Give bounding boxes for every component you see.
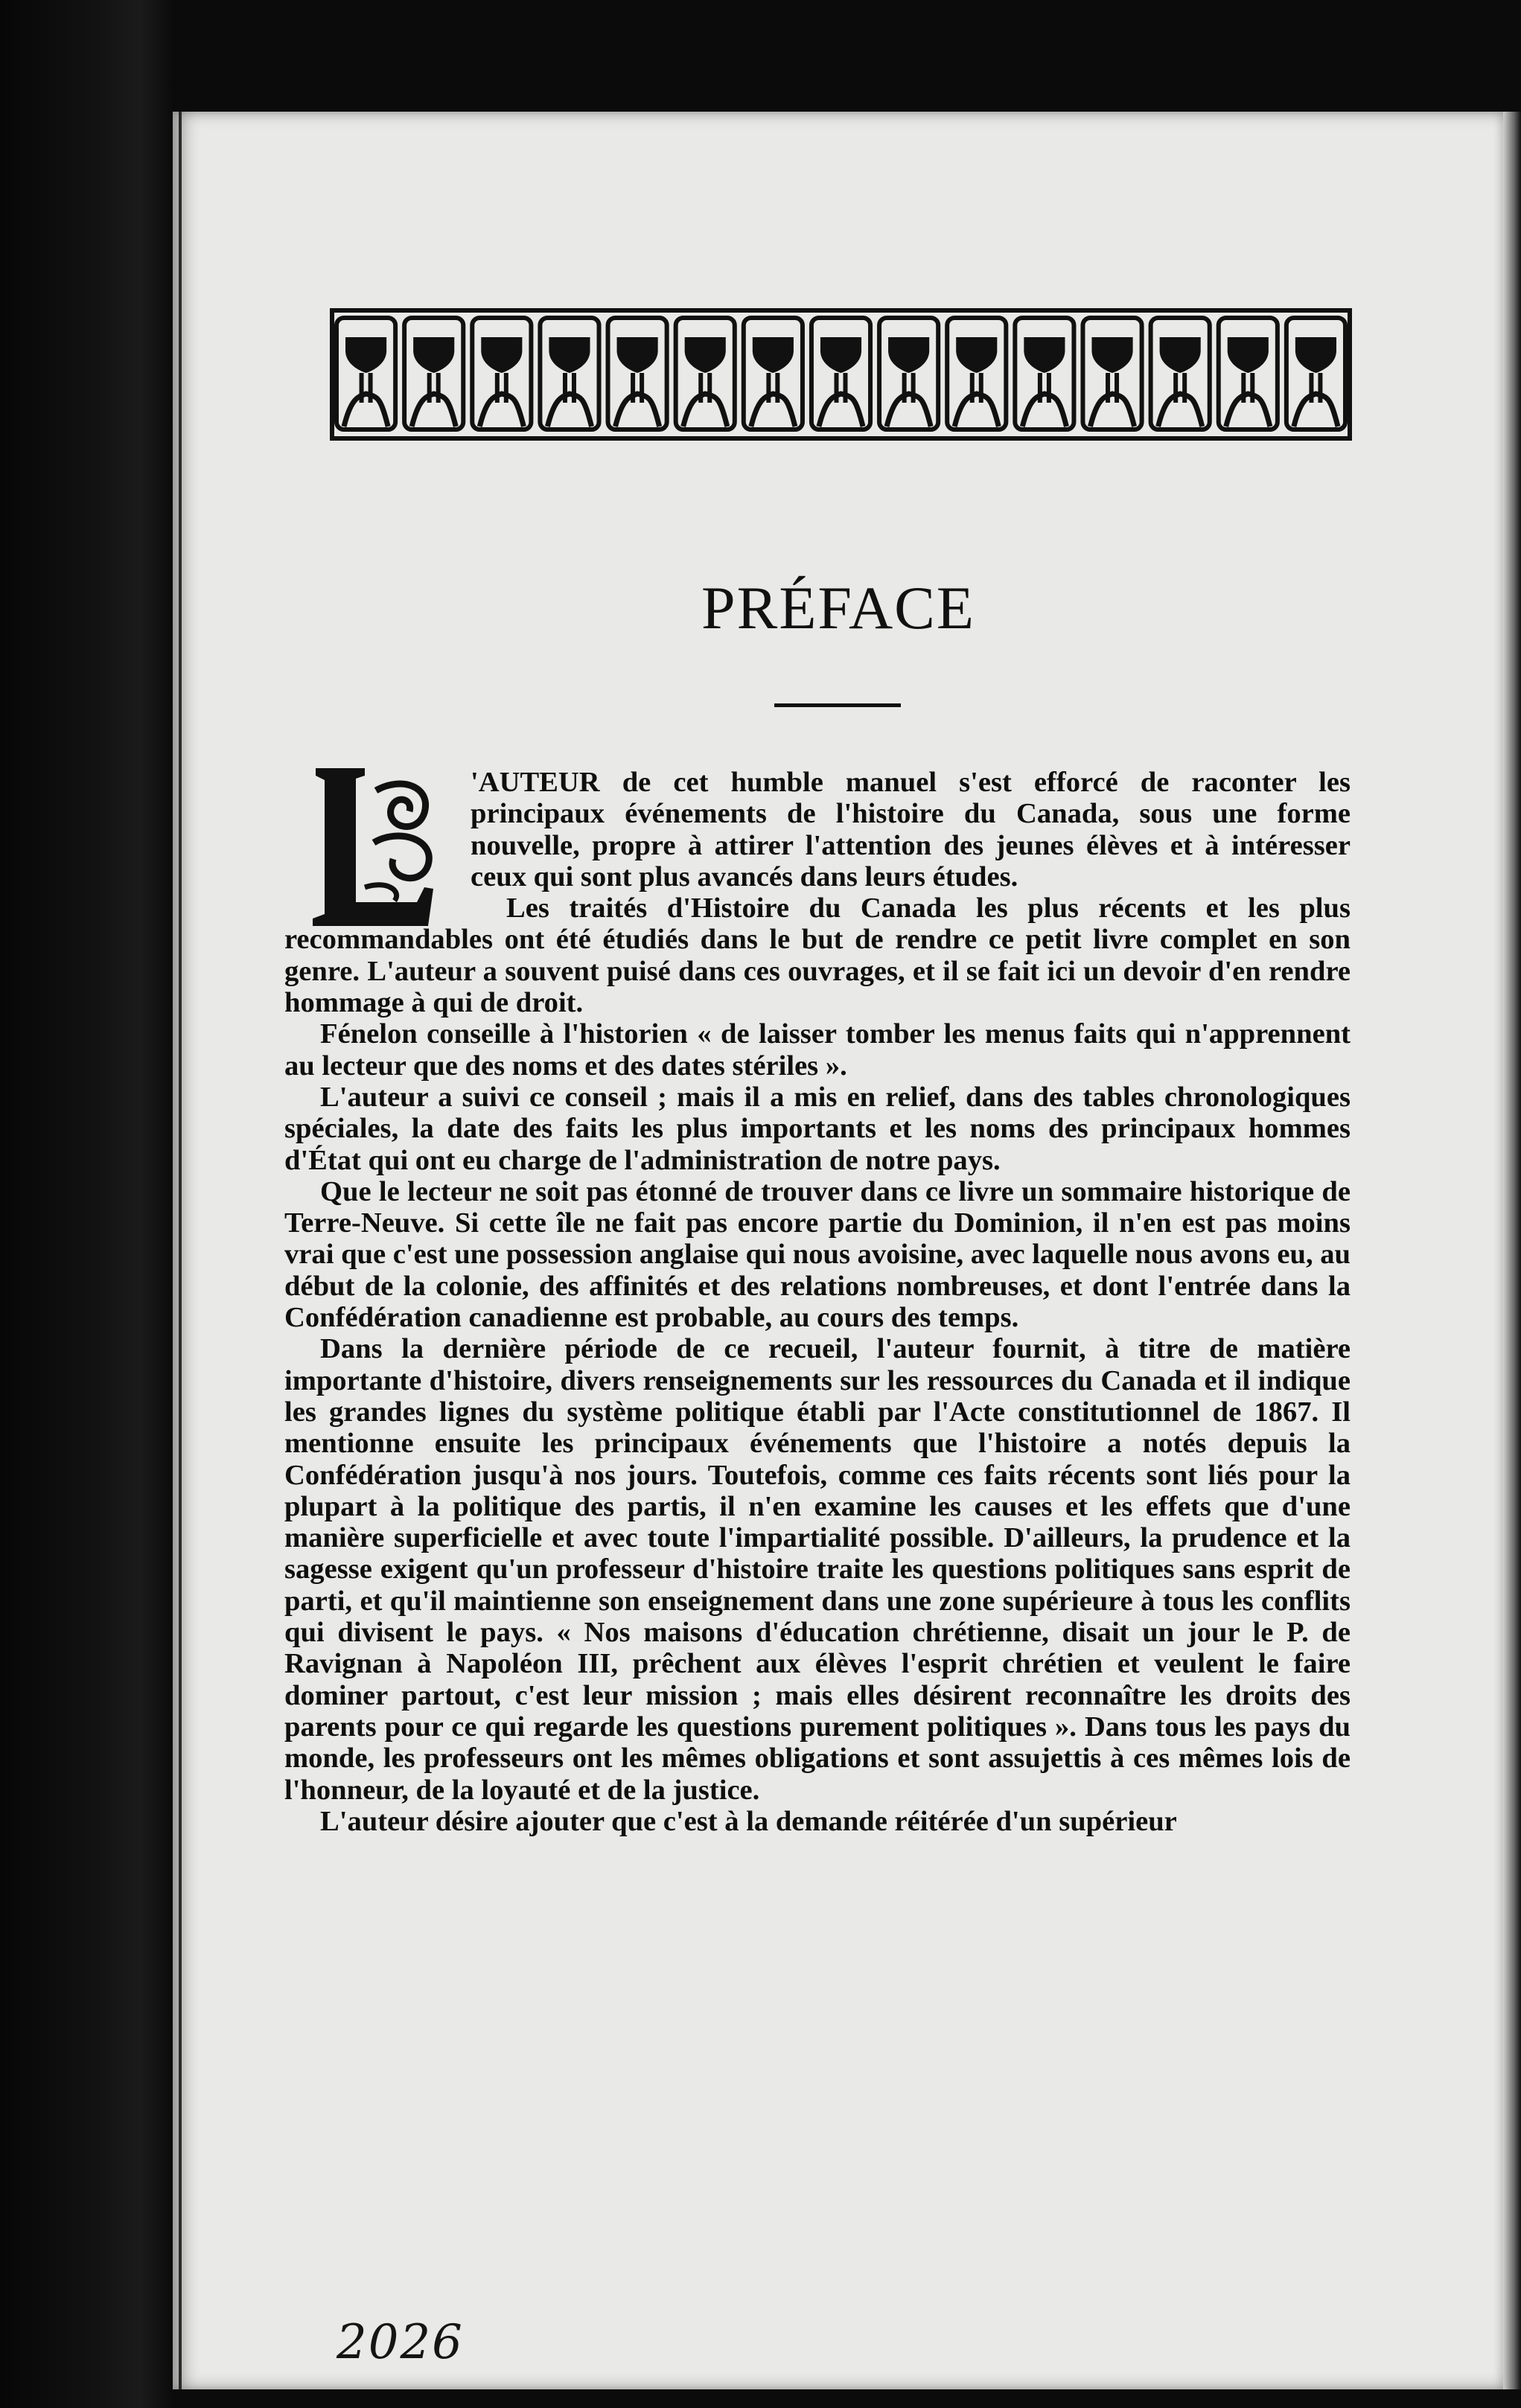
ornament-unit xyxy=(879,318,938,429)
ornament-unit xyxy=(744,318,803,429)
binding-line xyxy=(179,112,182,2389)
paragraph-6: Dans la dernière période de ce recueil, l'auteur fournit, à titre de matière importante d'histoire, divers renseignements sur les ressources du Canada et il indique les grandes lignes du système politique établi par l'Acte constitutionnel de 1867. Il mentionne ensuite les principaux événements que l'histoire a notés depuis la Confédération jusqu'à nos jours. Toutefois, comme ces faits récents sont liés pour la plupart à la politique des partis, il n'en examine les causes et les effets que d'une manière superficielle et avec toute l'impartialité possible. D'ailleurs, la prudence et la sagesse exigent qu'un professeur d'histoire traite les questions politiques sans esprit de parti, et qu'il maintienne son enseignement dans une zone supérieure à tous les conflits qui divisent le pays. « Nos maisons d'éducation chrétienne, disait un jour le P. de Ravignan à Napoléon III, prêchent aux élèves l'esprit chrétien et veulent le faire dominer partout, c'est leur mission ; mais elles désirent reconnaître les droits des parents pour ce qui regarde les questions purement politiques ». Dans tous les pays du monde, les professeurs ont les mêmes obligations et sont assujettis à ces mêmes lois de l'honneur, de la loyauté et de la justice. xyxy=(284,1333,1351,1806)
handwritten-margin-note: 2026 xyxy=(337,2315,464,2370)
ornament-unit xyxy=(540,318,599,429)
ornament-unit xyxy=(337,318,395,429)
ornament-unit xyxy=(676,318,735,429)
paragraph-1-text: de cet humble manuel s'est efforcé de raconter les principaux événements de l'histoire du Canada, sous une forme nouvelle, propre à attirer l'attention des jeunes élèves et à intéresser ceux qui sont plus avancés dans leurs études. xyxy=(471,767,1351,892)
page-title: PRÉFACE xyxy=(701,574,975,642)
paragraph-5: Que le lecteur ne soit pas étonné de trouver dans ce livre un sommaire historique de Terre-Neuve. Si cette île ne fait pas encore partie du Dominion, il n'en est pas moins vrai que c'est une possession anglaise qui nous avoisine, avec laquelle nous avons eu, au début de la colonie, des affinités et des relations nombreuses, et dont l'entrée dans la Confédération canadienne est probable, au cours des temps. xyxy=(284,1175,1351,1334)
paragraph-1 xyxy=(284,767,1351,892)
decorative-header-ornament xyxy=(329,307,1353,441)
left-dark-margin xyxy=(0,0,175,2408)
ornament-unit xyxy=(1015,318,1074,429)
paragraph-1-lead: 'AUTEUR xyxy=(471,767,600,798)
book-page xyxy=(173,112,1504,2389)
ornament-unit xyxy=(608,318,667,429)
preface-body xyxy=(284,767,1351,1837)
ornament-unit xyxy=(947,318,1006,429)
ornament-unit xyxy=(1082,318,1141,429)
paragraph-3: Fénelon conseille à l'historien « de laisser tomber les menus faits qui n'apprennent au lecteur que des noms et des dates stériles ». xyxy=(284,1018,1351,1082)
ornament-unit xyxy=(811,318,870,429)
ornament-unit xyxy=(1219,318,1278,429)
paragraph-7: L'auteur désire ajouter que c'est à la demande réitérée d'un supérieur xyxy=(320,1805,1177,1837)
ornament-unit xyxy=(472,318,531,429)
ornament-unit xyxy=(1286,318,1345,429)
ornament-unit xyxy=(1151,318,1210,429)
ornament-unit xyxy=(404,318,463,429)
title-rule xyxy=(774,703,901,707)
paragraph-4: L'auteur a suivi ce conseil ; mais il a mis en relief, dans des tables chronologiques spéciales, la date des faits les plus importants et les noms des principaux hommes d'État qui ont eu charge de l'administration de notre pays. xyxy=(284,1081,1351,1176)
right-page-edge xyxy=(1503,112,1521,2389)
paragraph-2: Les traités d'Histoire du Canada les plus récents et les plus recommandables ont été étudiés dans le but de rendre ce petit livre complet en son genre. L'auteur a souvent puisé dans ces ouvrages, et il se fait ici un devoir d'en rendre hommage à qui de droit. xyxy=(284,892,1351,1019)
